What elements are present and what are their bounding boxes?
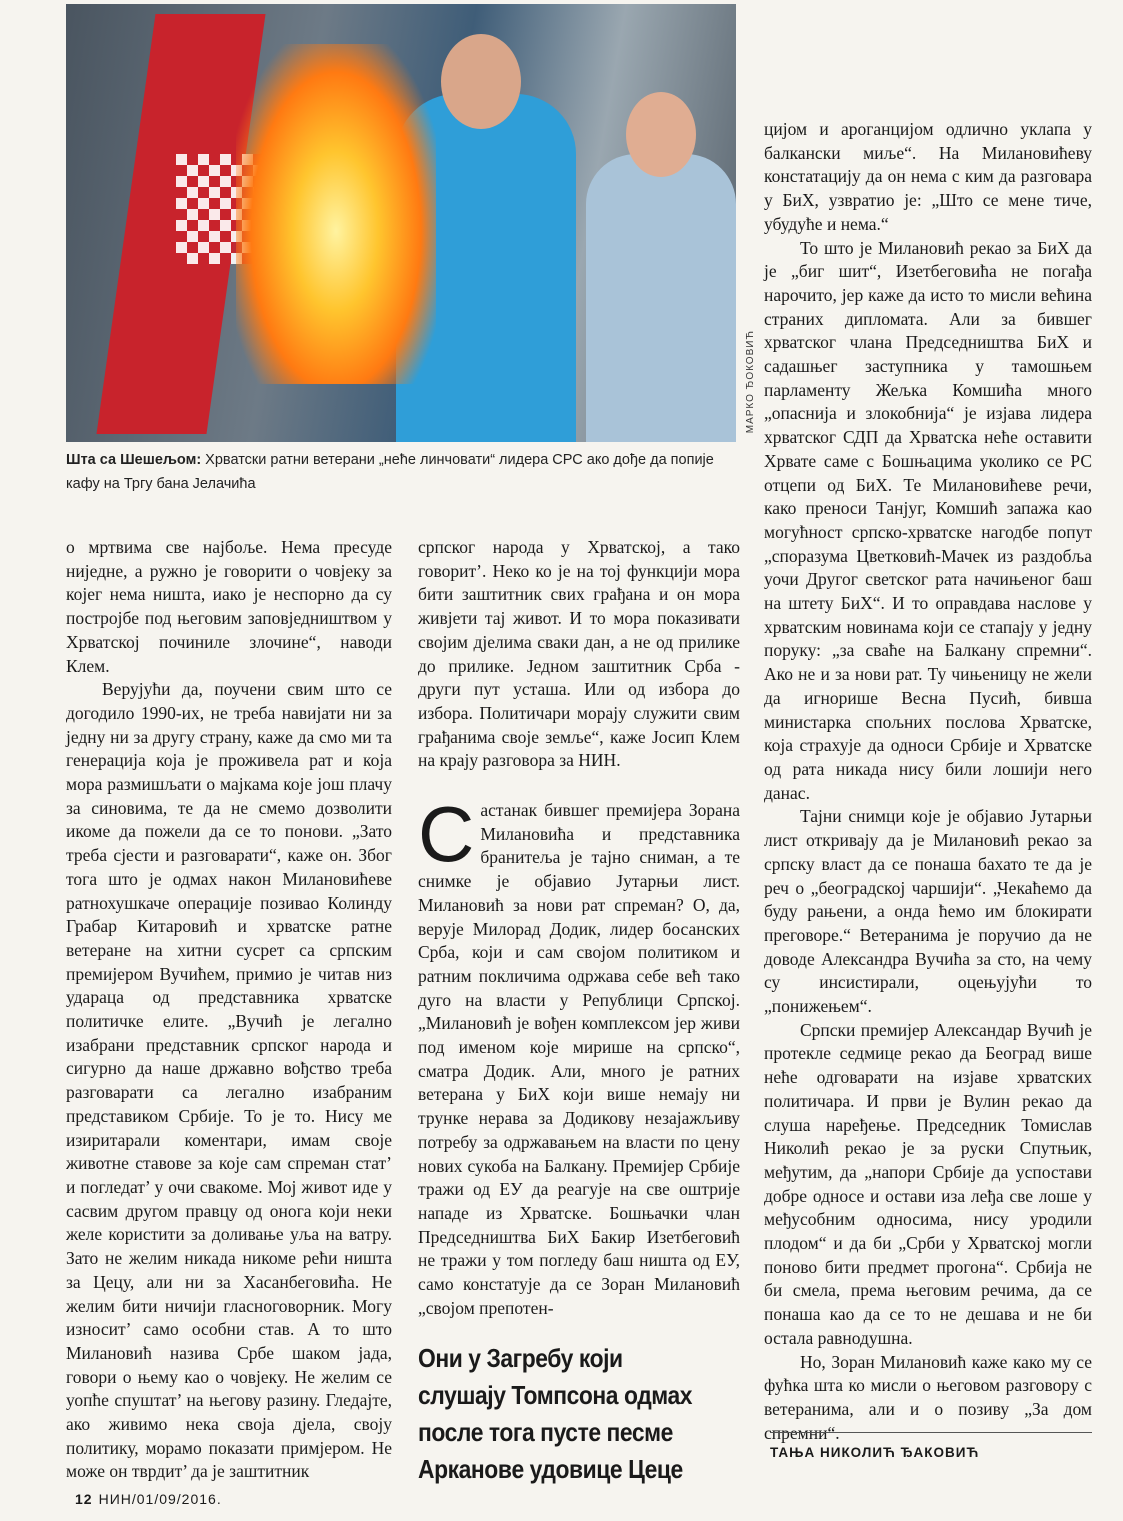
photo-caption [66, 448, 736, 496]
byline-divider [770, 1432, 1092, 1433]
pull-quote: Они у Загребу који слушају Томпсона одмах после тога пусте песме Аркановe удовице Цеце [418, 1343, 693, 1484]
article-photo [66, 4, 736, 442]
man-head [441, 34, 521, 129]
photo-credit: МАРКО ЂОКОВИЋ [745, 330, 756, 434]
dropcap-paragraph-text: астанак бившег премијера Зорана Милановића и представника бранитеља је тајно сниман, а те снимке је објавио Јутарњи лист. Милановић за нови рат спреман? О, да, верује Милорад Додик, лидер босанских Срба, који и сам својом политиком и ратним покличима одржава себе већ тако дуго на власти у Републици Српској. „Милановић је вођен комплексом јер живи под именом које мирише на српско“, сматра Додик. Али, много је ратних ветерана у БиХ који више немају ни трунке нерава за Додикову незајажљиву потребу за одржавањем на власти по цену нових сукоба на Балкану. Премијер Србије тражи од ЕУ да реагује на све оштрије нападе из Хрватске. Бошњачки члан Председништва БиХ Бакир Изетбеговић не тражи у том погледу баш ништа од ЕУ, само констатује да се Зоран Милановић „својом препотен- [418, 800, 740, 1318]
page-number: 12 [75, 1491, 93, 1507]
page-footer [75, 1491, 222, 1507]
flames [236, 44, 436, 384]
column-3 [764, 118, 1092, 1445]
column-2 [418, 536, 740, 1321]
caption-text: Хрватски ратни ветерани „неће линчовати“ лидера СРС ако дође да попије кафу на Тргу бана Јелачића [66, 452, 714, 492]
paragraph-dropcap [418, 790, 740, 1320]
man-light-shirt [586, 154, 736, 442]
bald-man-head [626, 92, 696, 177]
drop-cap: С [418, 790, 475, 879]
paragraph: То што је Милановић рекао за БиХ да је „биг шит“, Изетбеговића не погађа нарочито, јер каже да исто то мисли већина страних дипломата. Али за бившег хрватског члана Председништва БиХ и садашњег заступника у тамошњем парламенту Жељка Комшића много „опаснија и злокобнија“ је изјава лидера хрватског СДП да Хрватска неће оставити Хрвате саме с Бошњацима уколико се РС отцепи од БиХ. Те Милановићеве речи, како преноси Танјуг, Комшић запажа као могућност српско-хрватске нагодбе попут „споразума Цветковић-Мачек из раздобља уочи Другог светског рата начињеног баш на штету БиХ“. И то оправдава наслове у хрватским новинама који се стапају у једну поруку: „за сваће на Балкану спремни“. Ако не и за нови рат. Ту чињеницу не жели да игнорише Весна Пусић, бивша министарка спољних послова Хрватске, која страхује да односи Србије и Хрватске од рата никада нису били лошији него данас. [764, 237, 1092, 803]
paragraph: Верујући да, поучени свим што се догодило 1990-их, не треба навијати ни за једну ни за другу страну, каже да смо ми та генерација која је проживела рат и која мора размишљати о мајкама које још плачу за синовима, те да не смемо дозволити икоме да пожели да се то понови. „Зато треба сјести и разговарати“, каже он. Због тога што је одмах након Милановићеве ратнохушкаче операције позивао Колинду Грабар Китаровић и хрватске ратне ветеране на хитни сусрет са српским премијером Вучићем, примио је читав низ удараца од представника хрватске политичке елите. „Вучић је легално изабрани представник српског народа и сигурно да наше државно вођство треба разговарати са легално изабраним представиком Србије. То је то. Нису ме изиритарали коментари, имам своје животне ставове за које сам спреман стат’ и погледат’ у очи свакоме. Мој живот иде у сасвим другом правцу од онога који неки желе користити за доливање уља на ватру. Зато не желим никада никоме рећи ништа за Цецу, али ни за Хасанбеговића. Не желим бити ничији гласноговорник. Могу износит’ само особни став. А то што Милановић назива Србе шаком јада, говори о њему као о човјеку. Не желим се уопће спуштат’ на његову разину. Гледајте, ако живимо нека своја дјела, своју политику, морамо показати примјером. Не може он тврдит’ да је заштитник [66, 679, 392, 1482]
paragraph: Тајни снимци које је објавио Јутарњи лист откривају да је Милановић рекао за српску власт да се понаша бахато те да је реч о „београдској чаршији“. „Чекаћемо да буду рањени, а онда ћемо им блокирати преговоре.“ Ветеранима је поручио да не доводе Александра Вучића за сто, на чему су инсистирали, оцењујући то „понижењем“. [764, 806, 1092, 1017]
author-byline: ТАЊА НИКОЛИЋ ЂАКОВИЋ [770, 1445, 980, 1460]
issue-date: НИН/01/09/2016. [98, 1491, 222, 1507]
column-1 [66, 536, 392, 1484]
caption-lead: Шта са Шешељом: [66, 452, 202, 468]
paragraph: Но, Зоран Милановић каже како му се фућка шта ко мисли о његовом разговору с ветеранима, али и о позиву „За дом спремни“. [764, 1351, 1092, 1443]
paragraph: цијом и ароганцијом одлично уклапа у балкански миље“. На Милановићеву констатацију да он нема с ким да разговара у БиХ, узвратио је: „Што се мене тиче, убудуће и нема.“ [764, 119, 1092, 234]
paragraph: српског народа у Хрватској, а тако говорит’. Неко ко је на тој функцији мора бити заштитник свих грађана и он мора живјети тај живот. И то мора показивати својим дјелима сваки дан, а не од прилике до прилике. Једном заштитник Срба - други пут усташа. Или од избора до избора. Политичари морају служити свим грађанима своје земље“, каже Јосип Клем на крају разговора за НИН. [418, 537, 740, 771]
paragraph: Српски премијер Александар Вучић је протекле седмице рекао да Београд више неће одговарати на изјаве хрватских политичара. И први је Вулин рекао да слуша наређење. Председник Томислав Николић рекао је за руски Спутњик, међутим, да „напори Србије да успостави добре односе и остави иза леђа све лоше у међусобним односима, нису уродили плодом“ и да би „Срби у Хрватској могли поново бити предмет прогона“. Србија не би смела, према његовим речима, да се понаша као да се то не дешава и не би остала равнодушна. [764, 1019, 1092, 1348]
paragraph: о мртвима све најбоље. Нема пресуде ниједне, а ружно је говорити о човјеку за којег нема ништа, иако је неспорно да су постројбе под његовим заповједништвом у Хрватској починиле злочине“, наводи Клем. [66, 537, 392, 676]
